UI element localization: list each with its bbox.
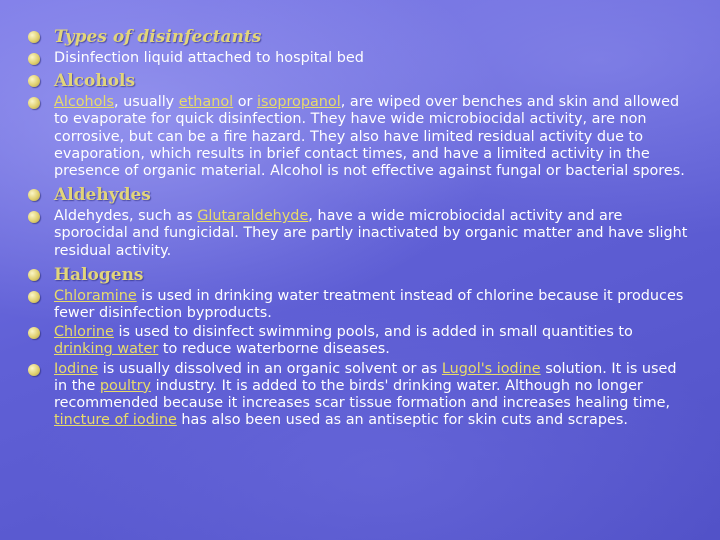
- link-glutaraldehyde[interactable]: Glutaraldehyde: [197, 208, 309, 225]
- heading-types-of-disinfectants: Types of disinfectants: [54, 27, 262, 47]
- alcohols-text-2: or: [233, 94, 258, 111]
- bullet-icon: [28, 31, 40, 43]
- link-chloramine[interactable]: Chloramine: [54, 287, 137, 304]
- aldehydes-paragraph: [54, 208, 694, 260]
- bullet-icon: [28, 327, 40, 339]
- heading-alcohols: Alcohols: [54, 71, 136, 92]
- chloramine-text: is used in drinking water treatment instead of chlorine because it produces fewer disinfection byproducts.: [54, 287, 684, 322]
- heading-aldehydes: Aldehydes: [54, 185, 151, 206]
- alcohols-text-1: , usually: [113, 94, 179, 111]
- bullet-aldehydes-body: [26, 208, 694, 260]
- bullet-icon: [28, 53, 40, 65]
- bullet-intro: [26, 50, 694, 67]
- link-drinking-water[interactable]: drinking water: [54, 341, 159, 358]
- aldehydes-text-1: Aldehydes, such as: [54, 208, 198, 225]
- link-iodine[interactable]: Iodine: [54, 360, 99, 377]
- link-isopropanol[interactable]: isopropanol: [257, 94, 341, 111]
- link-alcohols[interactable]: Alcohols: [54, 94, 114, 111]
- chlorine-text-1: is used to disinfect swimming pools, and is added in small quantities to: [113, 324, 633, 341]
- aldehydes-text-2: , have a wide microbiocidal activity and are sporocidal and fungicidal. They are partly inactivated by organic matter and have slight residual activity.: [54, 208, 688, 259]
- bullet-alcohols-body: [26, 94, 694, 180]
- bullet-chlorine: [26, 324, 694, 358]
- bullet-heading-halogens: [26, 264, 694, 286]
- bullet-iodine: [26, 361, 694, 430]
- bullet-icon: [28, 189, 40, 201]
- alcohols-text-3: , are wiped over benches and skin and allowed to evaporate for quick disinfection. They have wide microbiocidal activity, are non corrosive, but can be a fire hazard. They also have limited residual activity due to evaporation, which results in brief contact times, and have a limited activity in the presence of organic material. Alcohol is not effective against fungal or bacterial spores.: [54, 94, 685, 180]
- link-lugols-iodine[interactable]: Lugol's iodine: [441, 360, 541, 377]
- chloramine-paragraph: [54, 288, 694, 322]
- bullet-chloramine: [26, 288, 694, 322]
- bullet-heading-types: [26, 26, 694, 48]
- bullet-icon: [28, 269, 40, 281]
- bullet-heading-aldehydes: [26, 184, 694, 206]
- bullet-icon: [28, 211, 40, 223]
- bullet-icon: [28, 291, 40, 303]
- iodine-text-3: industry. It is added to the birds' drinking water. Although no longer recommended because it increases scar tissue formation and increases healing time,: [54, 377, 671, 412]
- bullet-icon: [28, 97, 40, 109]
- bullet-icon: [28, 364, 40, 376]
- alcohols-paragraph: [54, 94, 694, 180]
- link-chlorine[interactable]: Chlorine: [54, 324, 114, 341]
- iodine-text-2: solution. It is used in the: [54, 360, 677, 394]
- chlorine-paragraph: [54, 324, 694, 358]
- iodine-paragraph: [54, 361, 694, 430]
- bullet-list: [26, 26, 694, 429]
- link-poultry[interactable]: poultry: [99, 377, 152, 394]
- iodine-text-1: is usually dissolved in an organic solvent or as: [98, 360, 442, 377]
- intro-text: Disinfection liquid attached to hospital bed: [54, 50, 364, 66]
- chlorine-text-2: to reduce waterborne diseases.: [158, 341, 390, 358]
- link-ethanol[interactable]: ethanol: [178, 94, 234, 111]
- iodine-text-4: has also been used as an antiseptic for skin cuts and scrapes.: [176, 412, 628, 429]
- bullet-heading-alcohols: [26, 70, 694, 92]
- heading-halogens: Halogens: [54, 264, 144, 285]
- link-tincture-of-iodine[interactable]: tincture of iodine: [54, 412, 177, 429]
- bullet-icon: [28, 75, 40, 87]
